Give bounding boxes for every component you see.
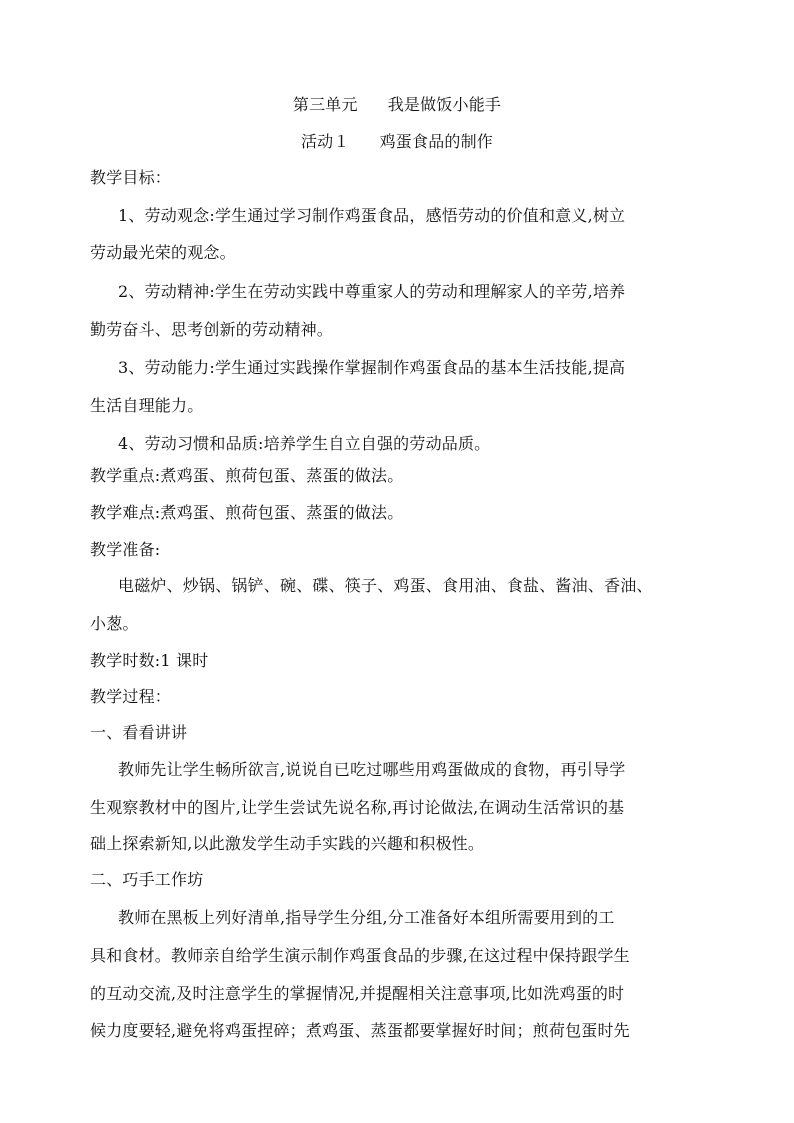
difficulties: 教学难点:煮鸡蛋、煎荷包蛋、蒸蛋的做法。 [90,503,404,522]
goal-1-line-2: 劳动最光荣的观念。 [90,243,236,262]
goal-2-line-2: 勤劳奋斗、思考创新的劳动精神。 [90,320,334,339]
unit-name: 我是做饭小能手 [387,95,502,114]
section-1-line-2: 生观察教材中的图片,让学生尝试先说名称,再讨论做法,在调动生活常识的基 [90,798,625,817]
goal-3-line-2: 生活自理能力。 [90,396,204,415]
section-1-line-1: 教师先让学生畅所欲言,说说自已吃过哪些用鸡蛋做成的食物，再引导学 [118,760,626,779]
activity-number: 活动１ [300,132,350,151]
key-points: 教学重点:煮鸡蛋、煎荷包蛋、蒸蛋的做法。 [90,466,404,485]
section-1-line-3: 础上探索新知,以此激发学生动手实践的兴趣和积极性。 [90,834,485,853]
teaching-hours: 教学时数:1 课时 [90,651,209,670]
section-2-line-4: 候力度要轻,避免将鸡蛋捏碎；煮鸡蛋、蒸蛋都要掌握好时间；煎荷包蛋时先 [90,1021,630,1040]
prep-list-line-2: 小葱。 [90,614,139,633]
goals-heading: 教学目标： [90,168,172,187]
goal-2-line-1: 2、劳动精神:学生在劳动实践中尊重家人的劳动和理解家人的辛劳,培养 [118,282,626,301]
unit-number: 第三单元 [292,95,358,114]
section-2-heading: 二、巧手工作坊 [90,870,204,889]
goal-1-line-1: 1、劳动观念:学生通过学习制作鸡蛋食品，感悟劳动的价值和意义,树立 [118,206,626,225]
goal-3-line-1: 3、劳动能力:学生通过实践操作掌握制作鸡蛋食品的基本生活技能,提高 [118,358,626,377]
process-heading: 教学过程： [90,687,172,706]
prep-list-line-1: 电磁炉、炒锅、锅铲、碗、碟、筷子、鸡蛋、食用油、食盐、酱油、香油、 [118,576,653,595]
activity-name: 鸡蛋食品的制作 [379,132,493,151]
activity-title [0,132,794,152]
goal-4: 4、劳动习惯和品质:培养学生自立自强的劳动品质。 [118,434,491,453]
section-2-line-2: 具和食材。教师亲自给学生演示制作鸡蛋食品的步骤,在这过程中保持跟学生 [90,946,630,965]
section-2-line-3: 的互动交流,及时注意学生的掌握情况,并提醒相关注意事项,比如洗鸡蛋的时 [90,984,625,1003]
section-2-line-1: 教师在黑板上列好清单,指导学生分组,分工准备好本组所需要用到的工 [118,908,615,927]
prep-heading: 教学准备: [90,540,161,559]
section-1-heading: 一、看看讲讲 [90,723,188,742]
unit-title [0,95,794,115]
